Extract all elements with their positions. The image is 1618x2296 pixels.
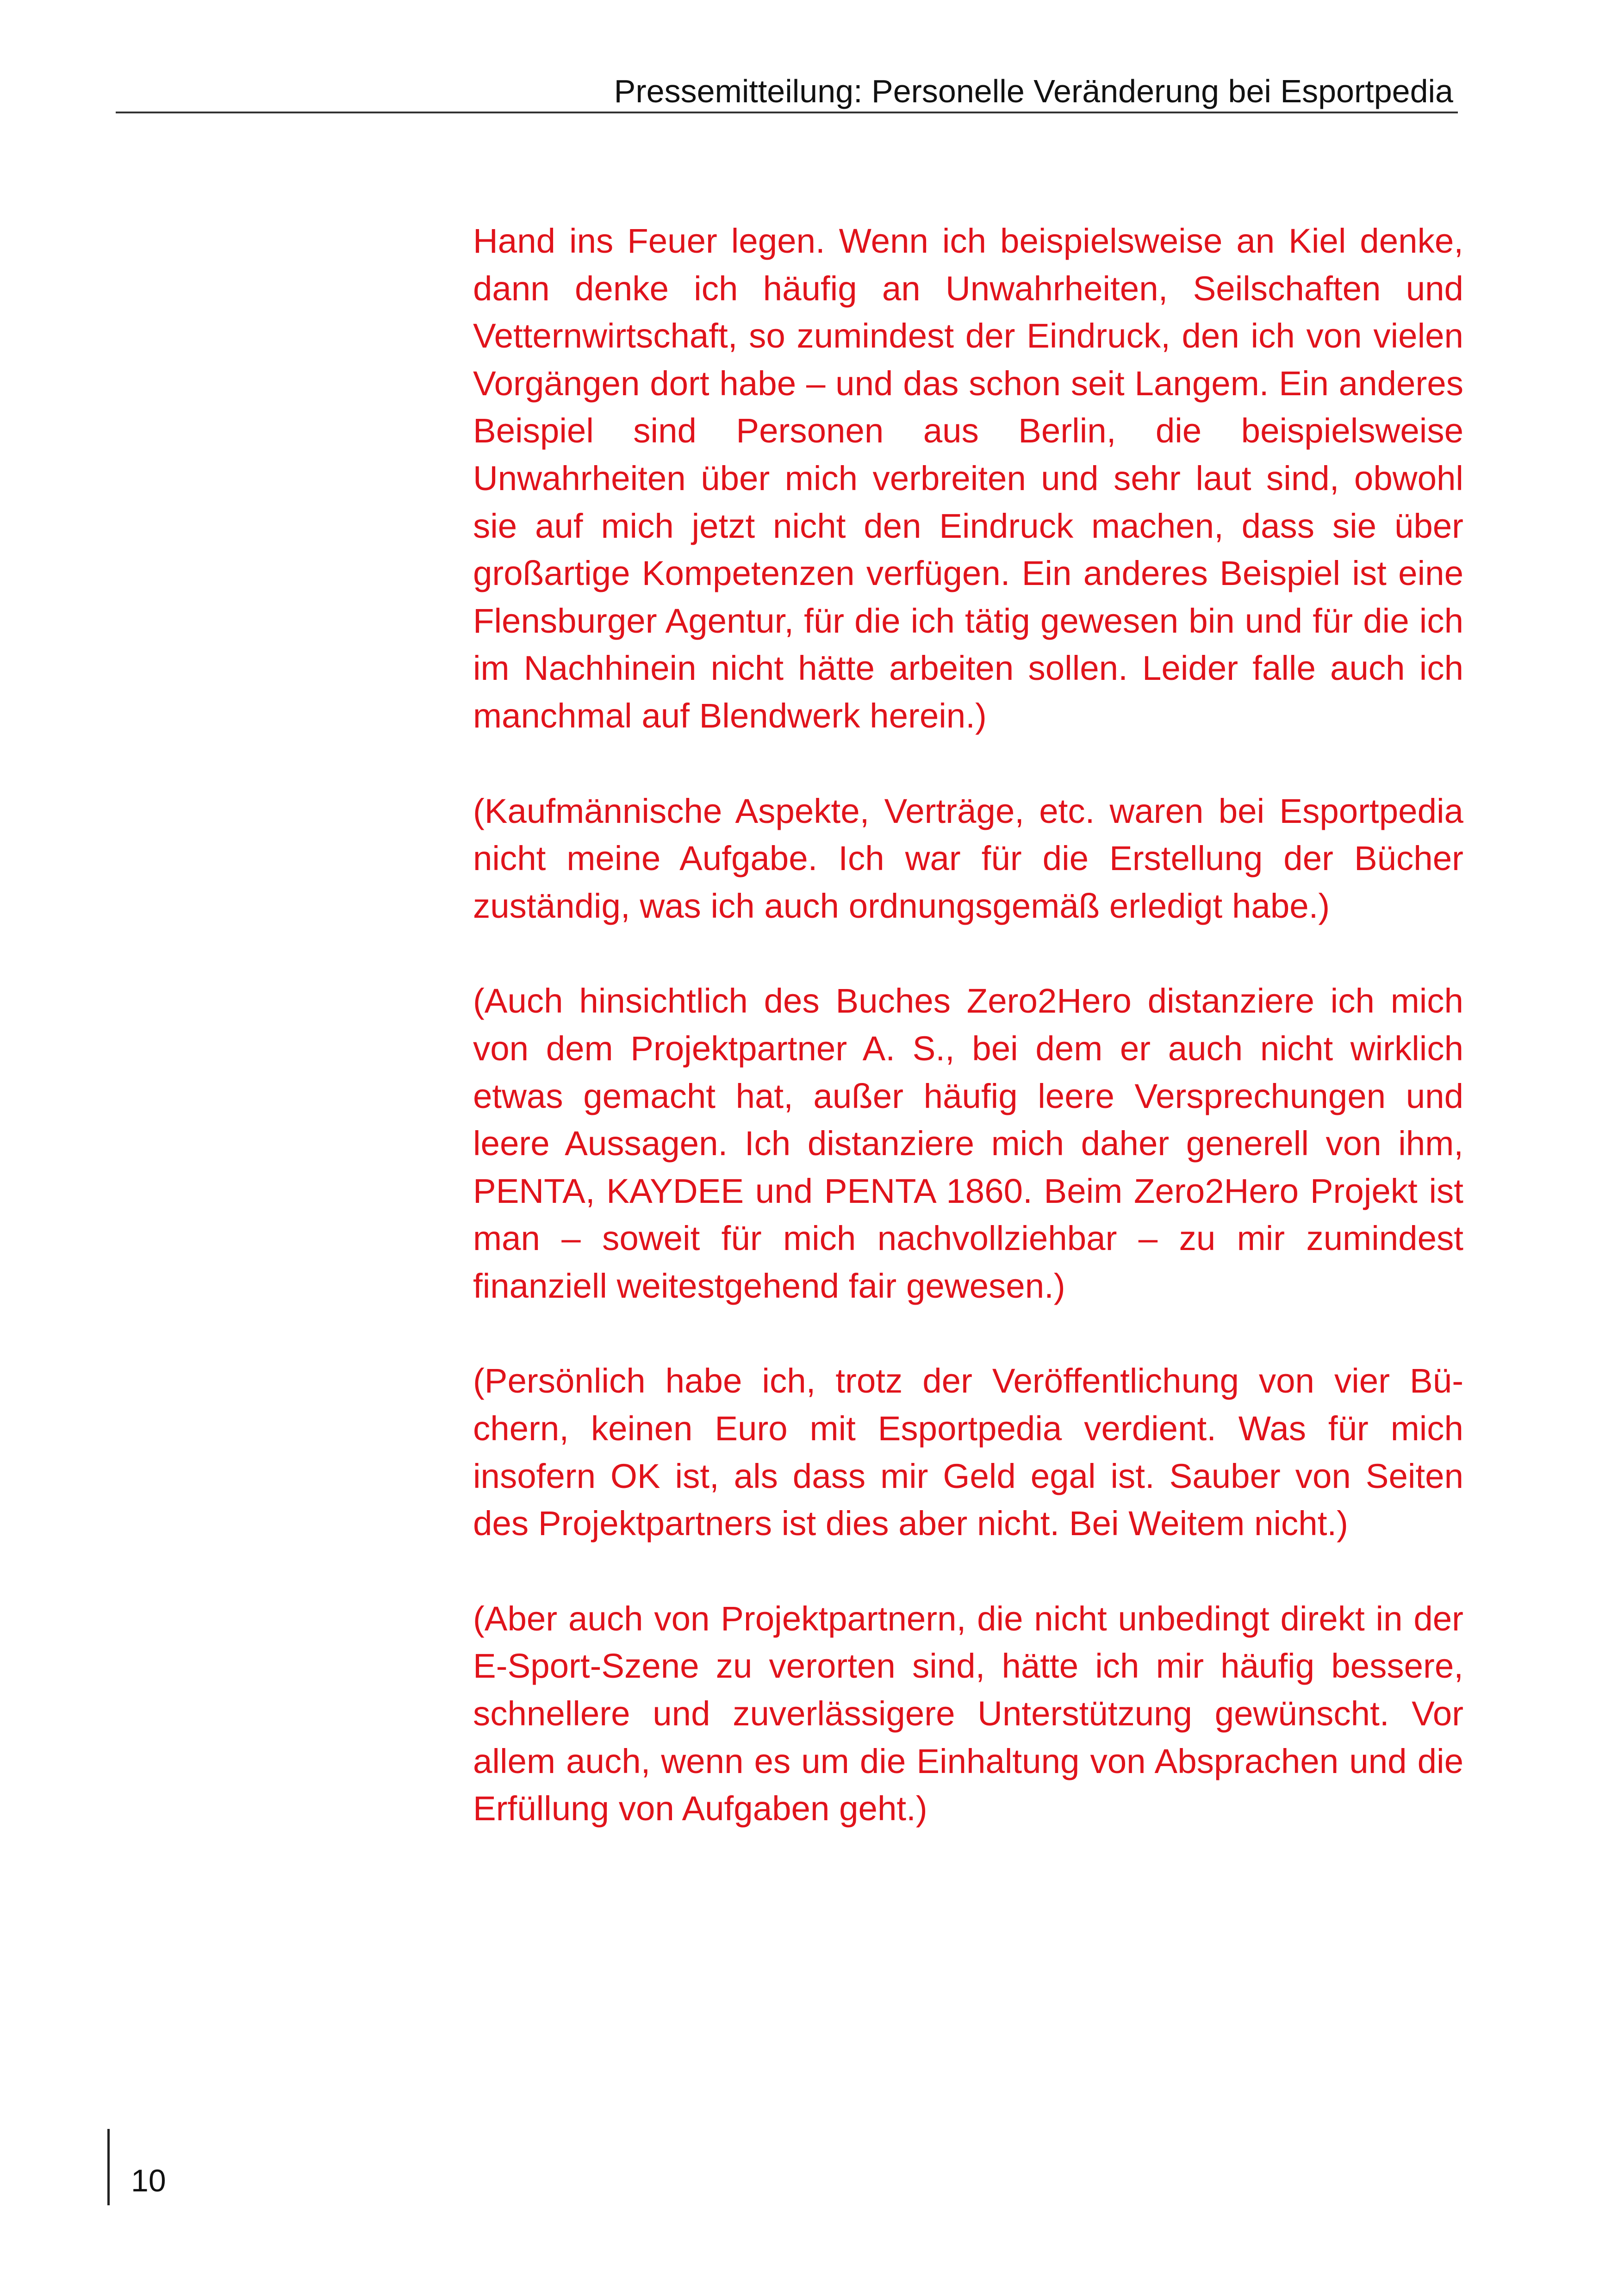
body-paragraph: (Auch hinsichtlich des Buches Zero2Hero distanziere ich mich von dem Projektpartner A. S., bei dem er auch nicht wirklich etwas gemacht hat, außer häufig leere Versprechungen und leere Aussagen. Ich distanziere mich daher generell von ihm, PENTA, KAYDEE und PENTA 1860. Beim Zero2Hero Projekt ist man – soweit für mich nachvollziehbar – zu mir zumindest finanziell weitestgehend fair gewesen.) <box>473 982 1463 1305</box>
body-paragraph: (Aber auch von Projektpartnern, die nicht unbedingt direkt in der E-Sport-Szene zu verorten sind, hätte ich mir häufig bessere, schnellere und zuverlässigere Unterstützung gewünscht. Vor allem auch, wenn es um die Einhaltung von Absprachen und die Erfüllung von Aufgaben geht.) <box>473 1599 1463 1828</box>
running-header <box>116 69 1458 113</box>
body-paragraph: Hand ins Feuer legen. Wenn ich beispielsweise an Kiel denke, dann denke ich häufig an Unwahrheiten, Seilschaften und Vetternwirtschaft, so zumindest der Eindruck, den ich von vielen Vorgängen dort habe – und das schon seit Langem. Ein anderes Beispiel sind Personen aus Berlin, die beispielsweise Unwahrheiten über mich verbreiten und sehr laut sind, obwohl sie auf mich jetzt nicht den Eindruck machen, dass sie über großartige Kompetenzen verfügen. Ein anderes Beispiel ist eine Flensburger Agentur, für die ich tätig gewesen bin und für die ich im Nachhinein nicht hätte arbeiten sollen. Leider falle auch ich manchmal auf Blendwerk herein.) <box>473 222 1463 735</box>
page-number: 10 <box>131 2163 166 2198</box>
running-header-title: Pressemitteilung: Personelle Veränderung bei Esportpedia <box>614 73 1453 109</box>
body-paragraph: (Persönlich habe ich, trotz der Veröffentlichung von vier Büchern, keinen Euro mit Esportpedia verdient. Was für mich insofern OK ist, als dass mir Geld egal ist. Sauber von Seiten des Projektpartners ist dies aber nicht. Bei Weitem nicht.) <box>473 1362 1463 1543</box>
body-text-column <box>473 218 1463 1880</box>
footer-divider <box>107 2129 110 2205</box>
body-paragraph: (Kaufmännische Aspekte, Verträge, etc. waren bei Esportpedia nicht meine Aufgabe. Ich war für die Erstellung der Bücher zuständig, was ich auch ordnungsgemäß erledigt habe.) <box>473 791 1463 925</box>
